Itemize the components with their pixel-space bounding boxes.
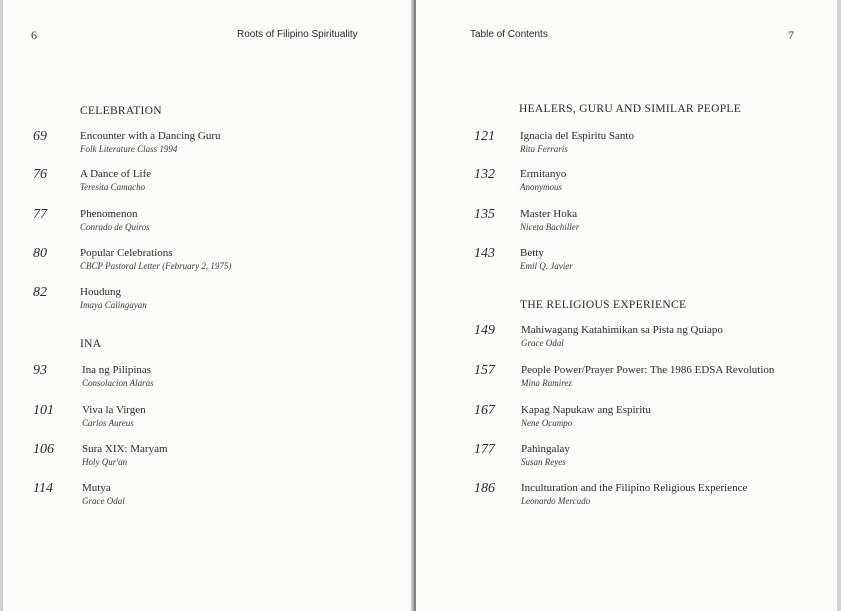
- toc-entry-author: Emil Q. Javier: [520, 261, 573, 271]
- toc-entry-author: Nene Ocampo: [521, 418, 573, 428]
- toc-page-number: 135: [474, 207, 495, 222]
- toc-page-number: 76: [33, 167, 47, 182]
- page-number-left: 6: [31, 28, 37, 42]
- toc-page-number: 80: [33, 246, 47, 261]
- toc-entry-title: Mahiwagang Katahimikan sa Pista ng Quiapo: [521, 324, 723, 336]
- toc-entry-title: Houdung: [80, 286, 121, 298]
- toc-page-number: 186: [474, 481, 495, 496]
- toc-entry-title: Ermitanyo: [520, 168, 567, 180]
- toc-entry-author: Imaya Calingayan: [80, 300, 147, 310]
- toc-entry-author: Carlos Aureus: [82, 418, 134, 428]
- toc-entry-title: Mutya: [82, 482, 111, 494]
- toc-entry-title: Encounter with a Dancing Guru: [80, 130, 221, 142]
- running-head-right: Table of Contents: [470, 29, 548, 40]
- toc-entry-title: Sura XIX: Maryam: [82, 443, 168, 455]
- toc-entry-title: A Dance of Life: [80, 168, 152, 180]
- toc-entry-title: Ina ng Pilipinas: [82, 364, 152, 376]
- toc-entry-author: Folk Literature Class 1994: [80, 144, 178, 154]
- toc-entry-title: Betty: [520, 247, 544, 259]
- toc-entry-title: Viva la Virgen: [82, 404, 146, 416]
- toc-page-number: 157: [474, 363, 495, 378]
- toc-entry-title: People Power/Prayer Power: The 1986 EDSA Revolution: [521, 364, 775, 376]
- toc-entry-author: Holy Qur'an: [82, 457, 128, 467]
- toc-page-number: 106: [33, 442, 54, 457]
- toc-entry-title: Ignacia del Espiritu Santo: [520, 130, 634, 142]
- toc-entry-author: Grace Odal: [82, 496, 125, 506]
- toc-entry-author: Consolacion Alaras: [82, 378, 154, 388]
- toc-page-number: 69: [33, 129, 47, 144]
- toc-page-number: 167: [474, 403, 495, 418]
- toc-entry-author: CBCP Pastoral Letter (February 2, 1975): [80, 261, 232, 271]
- toc-entry-title: Inculturation and the Filipino Religious Experience: [521, 482, 748, 494]
- running-head-left: Roots of Filipino Spirituality: [237, 29, 358, 40]
- toc-entry-author: Anonymous: [520, 182, 562, 192]
- toc-page-number: 114: [33, 481, 53, 496]
- toc-entry-title: Phenomenon: [80, 208, 138, 220]
- section-title-ina: INA: [80, 338, 102, 350]
- toc-entry-title: Pahingalay: [521, 443, 570, 455]
- toc-page-number: 121: [474, 129, 495, 144]
- toc-page-number: 101: [33, 403, 54, 418]
- toc-page-number: 82: [33, 285, 47, 300]
- section-title-religious-experience: THE RELIGIOUS EXPERIENCE: [520, 299, 687, 311]
- toc-entry-author: Susan Reyes: [521, 457, 566, 467]
- page-edge: [837, 0, 841, 611]
- toc-entry-author: Leonardo Mercado: [521, 496, 591, 506]
- section-title-celebration: CELEBRATION: [80, 105, 162, 117]
- page-number-right: 7: [788, 28, 794, 42]
- toc-entry-title: Master Hoka: [520, 208, 578, 220]
- right-page: [416, 0, 841, 611]
- toc-page-number: 177: [474, 442, 495, 457]
- toc-page-number: 143: [474, 246, 495, 261]
- toc-page-number: 132: [474, 167, 495, 182]
- toc-page-number: 93: [33, 363, 47, 378]
- toc-entry-title: Popular Celebrations: [80, 247, 173, 259]
- toc-entry-title: Kapag Napukaw ang Espiritu: [521, 404, 651, 416]
- toc-entry-author: Teresita Camacho: [80, 182, 146, 192]
- toc-entry-author: Conrado de Quiros: [80, 222, 150, 232]
- toc-entry-author: Niceta Bachiller: [520, 222, 580, 232]
- toc-page-number: 149: [474, 323, 495, 338]
- section-title-healers: HEALERS, GURU AND SIMILAR PEOPLE: [519, 103, 742, 115]
- toc-entry-author: Grace Odal: [521, 338, 564, 348]
- left-page: [0, 0, 413, 611]
- toc-entry-author: Mina Ramirez: [521, 378, 572, 388]
- toc-page-number: 77: [33, 207, 47, 222]
- toc-entry-author: Rita Ferraris: [520, 144, 568, 154]
- page-edge: [0, 0, 3, 611]
